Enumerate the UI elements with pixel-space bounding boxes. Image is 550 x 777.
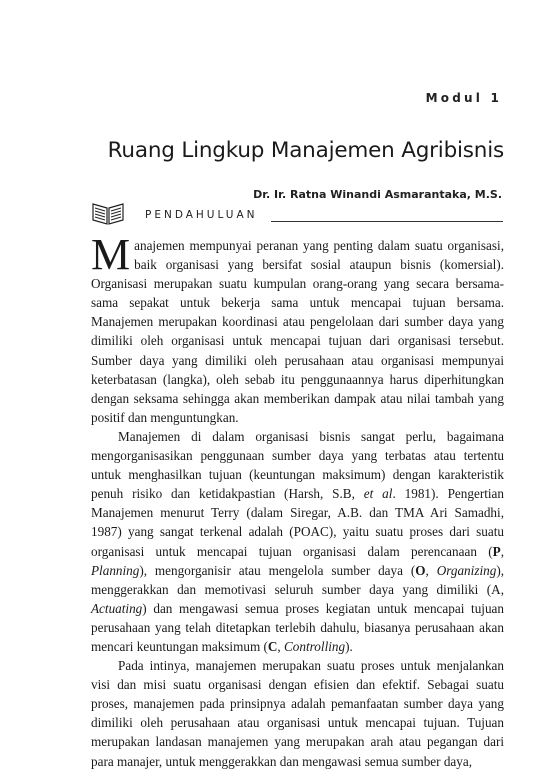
- paragraph-2: [91, 427, 504, 656]
- text-run: Manajemen di dalam organisasi bisnis sangat perlu, bagaimana mengorganisasikan penggunaan sumber daya yang terbatas atau tertentu untuk menghasilkan tujuan (keuntungan maksimum) dengan karakteristik penuh risiko dan ketidakpastian (Harsh, S.B,: [91, 428, 504, 502]
- poac-letter: C: [267, 638, 278, 654]
- text-run: . 1981). Pengertian Manajemen menurut Terry (dalam Siregar, A.B. dan TMA Ari Samadhi, 1987) yang sangat terkenal adalah (POAC), yaitu suatu proses dari suatu organisasi untuk mencapai tujuan organisasi dalam perencanaan (: [91, 486, 504, 559]
- poac-word: Planning: [91, 562, 140, 578]
- section-title: PENDAHULUAN: [145, 209, 258, 221]
- poac-word: Actuating: [91, 600, 143, 616]
- poac-word: Organizing: [436, 562, 497, 578]
- module-label: Modul 1: [425, 91, 502, 105]
- text-run: ), menggerakkan dan memotivasi seluruh sumber daya yang dimiliki (A,: [91, 562, 505, 597]
- text-run: ,: [425, 562, 437, 578]
- text-run-italic: et al: [363, 486, 393, 502]
- paragraph-3: Pada intinya, manajemen merupakan suatu proses untuk menjalankan visi dan misi suatu organisasi dengan efisien dan efektif. Sebagai suatu proses, manajemen pada prinsipnya adalah pemanfaatan sumber daya yang dimiliki oleh perusahaan atau organisasi untuk mencapai tujuan. Tujuan merupakan landasan manajemen yang merupakan arah atau pegangan dari para manajer, untuk menggerakkan dan mengawasi semua sumber daya,: [91, 658, 504, 769]
- text-run: ,: [500, 543, 504, 559]
- poac-letter: P: [492, 543, 501, 559]
- text-run: ).: [345, 638, 353, 654]
- text-run: ), mengorganisir atau mengelola sumber daya (: [139, 562, 416, 578]
- poac-word: Controlling: [284, 638, 346, 654]
- drop-cap: M: [91, 230, 131, 279]
- section-divider: [271, 221, 503, 222]
- author-name: Dr. Ir. Ratna Winandi Asmarantaka, M.S.: [253, 188, 502, 201]
- text-run: ,: [277, 638, 285, 654]
- section-header: [91, 200, 503, 226]
- text-run: ) dan mengawasi semua proses kegiatan untuk mencapai tujuan perusahaan yang telah ditetapkan terlebih dahulu, biasanya perusahaan akan mencari keuntungan maksimum (: [91, 600, 504, 654]
- paragraph-1-text: anajemen mempunyai peranan yang penting dalam suatu organisasi, baik organisasi yang bersifat sosial ataupun bisnis (komersial). Organisasi merupakan suatu kumpulan orang-orang yang secara bersama-sama sepakat untuk bekerja sama untuk mencapai tujuan bersama. Manajemen merupakan koordinasi atau pengelolaan dari sumber daya yang dimiliki oleh organisasi untuk mencapai tujuan dari organisasi tersebut. Sumber daya yang dimiliki oleh perusahaan atau organisasi mempunyai keterbatasan (langka), oleh sebab itu penggunaannya harus diperhitungkan dengan seksama sehingga akan memberikan dampak atau nilai tambah yang positif dan menguntungkan.: [91, 238, 504, 425]
- poac-letter: O: [415, 562, 426, 578]
- paragraph-1: [91, 230, 504, 427]
- body-text: [91, 230, 505, 771]
- open-book-icon: [91, 200, 125, 226]
- page-title: Ruang Lingkup Manajemen Agribisnis: [107, 138, 504, 163]
